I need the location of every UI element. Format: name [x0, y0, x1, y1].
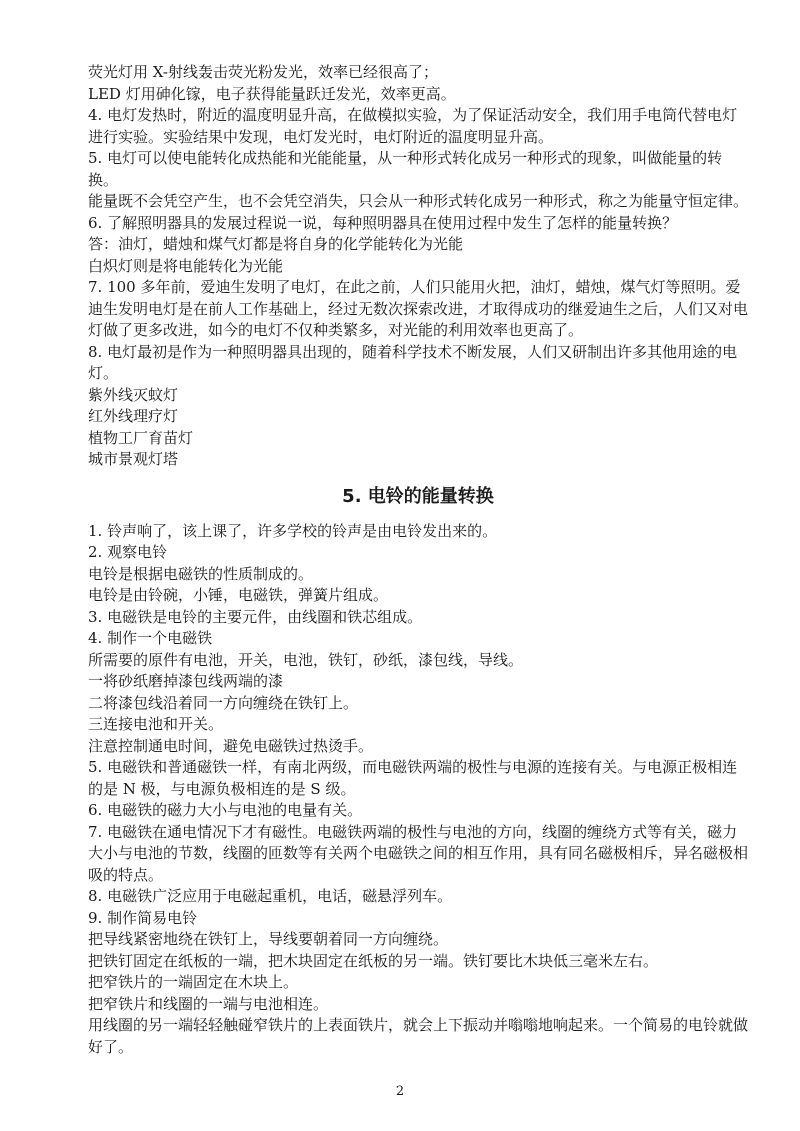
paragraph: 把导线紧密地绕在铁钉上，导线要朝着同一方向缠绕。 — [88, 930, 449, 948]
paragraph: 能量既不会凭空产生，也不会凭空消失，只会从一种形式转化成另一种形式，称之为能量守恒定律。 — [88, 192, 749, 210]
paragraph: 5. 电磁铁和普通磁铁一样，有南北两级，而电磁铁两端的极性与电源的连接有关。与电源正极相连的是 N 极，与电源负极相连的是 S 级。 — [88, 758, 738, 798]
paragraph: 所需要的原件有电池，开关，电池，铁钉，砂纸，漆包线，导线。 — [88, 650, 524, 669]
paragraph: 1. 铃声响了，该上课了，许多学校的铃声是由电铃发出来的。 — [88, 521, 498, 540]
section-5-body — [88, 521, 748, 1059]
paragraph: 8. 电灯最初是作为一种照明器具出现的，随着科学技术不断发展，人们又研制出许多其他用途的电灯。 — [88, 342, 738, 382]
paragraph: 4. 电灯发热时，附近的温度明显升高，在做模拟实验，为了保证活动安全，我们用手电筒代替电灯进行实验。实验结果中发现，电灯发光时，电灯附近的温度明显升高。 — [88, 106, 738, 146]
paragraph: LED 灯用砷化镓，电子获得能量跃迁发光，效率更高。 — [88, 84, 456, 103]
paragraph: 4. 制作一个电磁铁 — [88, 629, 213, 647]
paragraph: 把窄铁片的一端固定在木块上。 — [88, 973, 299, 991]
paragraph: 把窄铁片和线圈的一端与电池相连。 — [88, 994, 329, 1013]
paragraph: 5. 电灯可以使电能转化成热能和光能能量，从一种形式转化成另一种形式的现象，叫做能量的转换。 — [88, 149, 723, 189]
paragraph: 把铁钉固定在纸板的一端，把木块固定在纸板的另一端。铁钉要比木块低三毫米左右。 — [88, 951, 659, 970]
paragraph: 白炽灯则是将电能转化为光能 — [88, 256, 284, 275]
paragraph: 电铃是由铃碗，小锤，电磁铁，弹簧片组成。 — [88, 586, 389, 604]
page-number: 2 — [395, 1084, 405, 1099]
paragraph: 城市景观灯塔 — [88, 450, 179, 468]
paragraph: 7. 100 多年前，爱迪生发明了电灯，在此之前，人们只能用火把，油灯，蜡烛，煤气灯等照明。爱迪生发明电灯是在前人工作基础上，经过无数次探索改进，才取得成功的继爱迪生之后，人们又对电灯做了更多改进，如今的电灯不仅种类繁多，对光能的利用效率也更高了。 — [88, 278, 749, 339]
section-5-heading: 5. 电铃的能量转换 — [342, 485, 494, 507]
paragraph: 二将漆包线沿着同一方向缠绕在铁钉上。 — [88, 693, 359, 712]
paragraph: 答：油灯，蜡烛和煤气灯都是将自身的化学能转化为光能 — [88, 235, 464, 253]
paragraph: 荧光灯用 X-射线轰击荧光粉发光，效率已经很高了； — [88, 63, 438, 81]
paragraph: 9. 制作简易电铃 — [88, 908, 198, 927]
paragraph: 8. 电磁铁广泛应用于电磁起重机，电话，磁悬浮列车。 — [88, 887, 453, 905]
paragraph: 2. 观察电铃 — [88, 543, 168, 561]
paragraph: 三连接电池和开关。 — [88, 715, 224, 733]
page-content — [88, 62, 748, 1058]
paragraph: 注意控制通电时间，避免电磁铁过热烫手。 — [88, 736, 374, 755]
paragraph: 6. 了解照明器具的发展过程说一说，每种照明器具在使用过程中发生了怎样的能量转换？ — [88, 213, 678, 232]
paragraph: 7. 电磁铁在通电情况下才有磁性。电磁铁两端的极性与电池的方向，线圈的缠绕方式等有关，磁力大小与电池的节数，线圈的匝数等有关两个电磁铁之间的相互作用，具有同名磁极相斥，异名磁极相吸的特点。 — [88, 822, 749, 884]
paragraph: 电铃是根据电磁铁的性质制成的。 — [88, 564, 314, 583]
paragraph: 3. 电磁铁是电铃的主要元件，由线圈和铁芯组成。 — [88, 607, 423, 626]
paragraph: 用线圈的另一端轻轻触碰窄铁片的上表面铁片，就会上下振动并嗡嗡地响起来。一个简易的电铃就做好了。 — [88, 1016, 749, 1056]
paragraph: 6. 电磁铁的磁力大小与电池的电量有关。 — [88, 801, 363, 819]
paragraph: 植物工厂育苗灯 — [88, 428, 194, 447]
paragraph: 红外线理疗灯 — [88, 407, 179, 425]
section-4-continuation — [88, 62, 748, 471]
paragraph: 紫外线灭蚊灯 — [88, 385, 179, 404]
paragraph: 一将砂纸磨掉漆包线两端的漆 — [88, 672, 284, 690]
